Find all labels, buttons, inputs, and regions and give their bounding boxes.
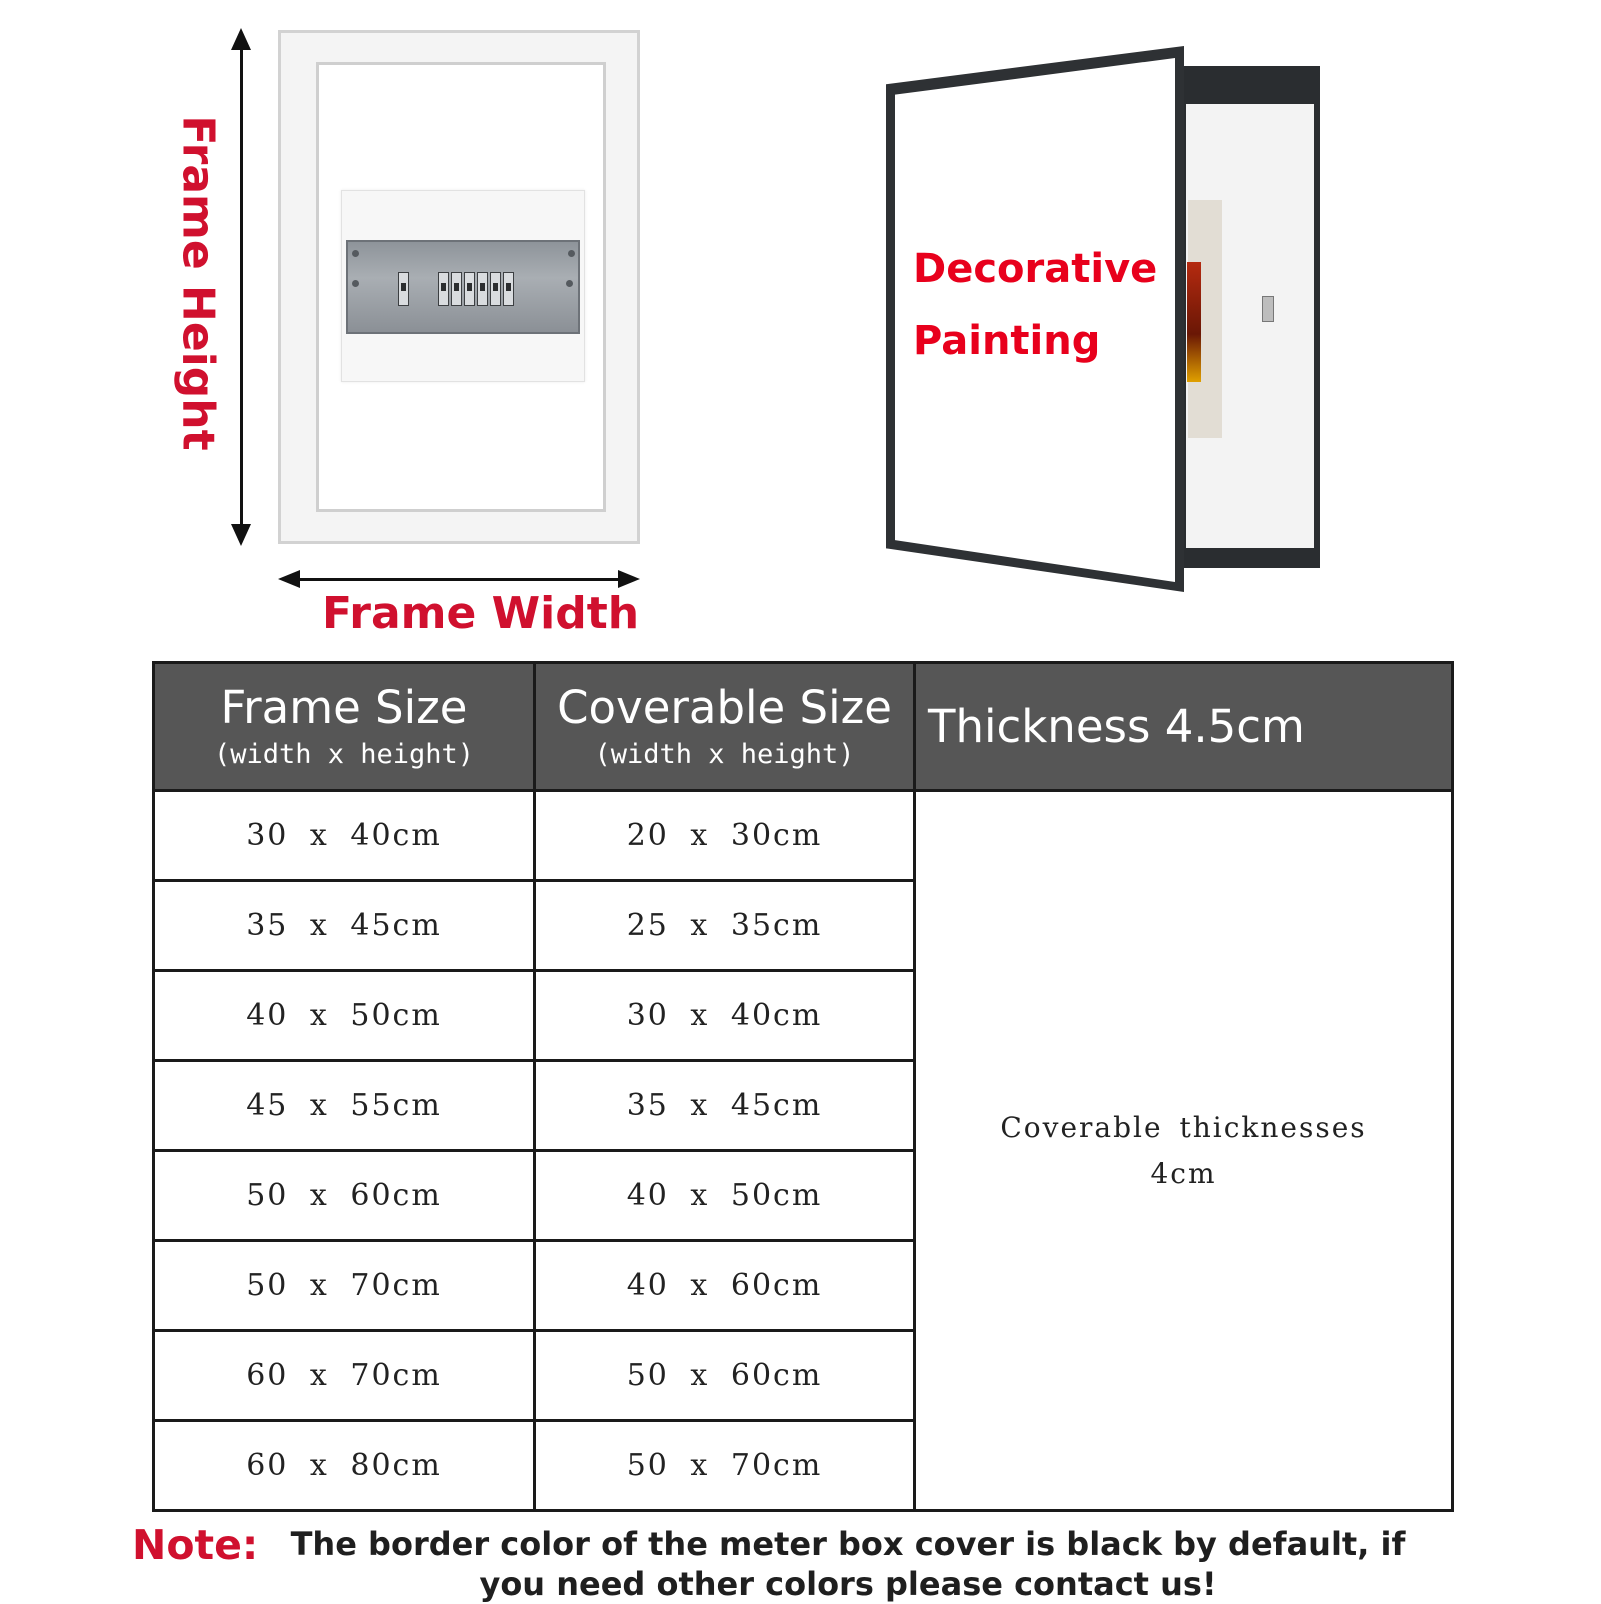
coverable-size-title: Coverable Size xyxy=(557,680,892,734)
frame-size-cell: 35 x 45cm xyxy=(154,881,535,971)
arrow-down-icon xyxy=(231,524,251,546)
frame-size-cell: 50 x 70cm xyxy=(154,1241,535,1331)
painting-label: Painting xyxy=(913,318,1101,364)
latch-icon xyxy=(1262,296,1274,322)
coverable-size-cell: 25 x 35cm xyxy=(535,881,915,971)
decorative-label: Decorative xyxy=(913,246,1158,292)
frame-width-label: Frame Width xyxy=(322,588,640,639)
painting-edge xyxy=(1187,262,1201,382)
arrow-right-icon xyxy=(618,570,640,588)
arrow-left-icon xyxy=(278,570,300,588)
breaker-panel-image xyxy=(346,240,580,334)
coverable-size-cell: 50 x 60cm xyxy=(535,1331,915,1421)
size-table xyxy=(152,661,1454,1512)
height-arrow xyxy=(240,40,243,528)
coverable-size-cell: 20 x 30cm xyxy=(535,791,915,881)
frame-size-cell: 60 x 70cm xyxy=(154,1331,535,1421)
coverable-size-cell: 35 x 45cm xyxy=(535,1061,915,1151)
frame-size-header xyxy=(154,663,535,791)
thickness-cell xyxy=(915,791,1453,1511)
coverable-size-cell: 40 x 60cm xyxy=(535,1241,915,1331)
frame-size-cell: 60 x 80cm xyxy=(154,1421,535,1511)
coverable-size-cell: 50 x 70cm xyxy=(535,1421,915,1511)
coverable-size-cell: 40 x 50cm xyxy=(535,1151,915,1241)
thickness-note-line2: 4cm xyxy=(1150,1156,1217,1190)
frame-size-cell: 40 x 50cm xyxy=(154,971,535,1061)
coverable-size-subtitle: (width x height) xyxy=(594,738,855,770)
width-arrow xyxy=(292,578,622,581)
note-label: Note: xyxy=(132,1521,259,1569)
thickness-note-line1: Coverable thicknesses xyxy=(1000,1110,1367,1144)
arrow-up-icon xyxy=(231,28,251,50)
frame-height-label: Frame Height xyxy=(172,115,224,451)
table-header-row xyxy=(154,663,1453,791)
note-text: The border color of the meter box cover is black by default, if you need other colors please contact us! xyxy=(290,1525,1406,1603)
coverable-size-cell: 30 x 40cm xyxy=(535,971,915,1061)
frame-size-cell: 45 x 55cm xyxy=(154,1061,535,1151)
thickness-header: Thickness 4.5cm xyxy=(915,663,1453,791)
frame-size-subtitle: (width x height) xyxy=(213,738,475,770)
coverable-size-header xyxy=(535,663,915,791)
frame-size-cell: 50 x 60cm xyxy=(154,1151,535,1241)
frame-size-title: Frame Size xyxy=(220,680,468,734)
table-row xyxy=(154,791,1453,881)
frame-size-cell: 30 x 40cm xyxy=(154,791,535,881)
